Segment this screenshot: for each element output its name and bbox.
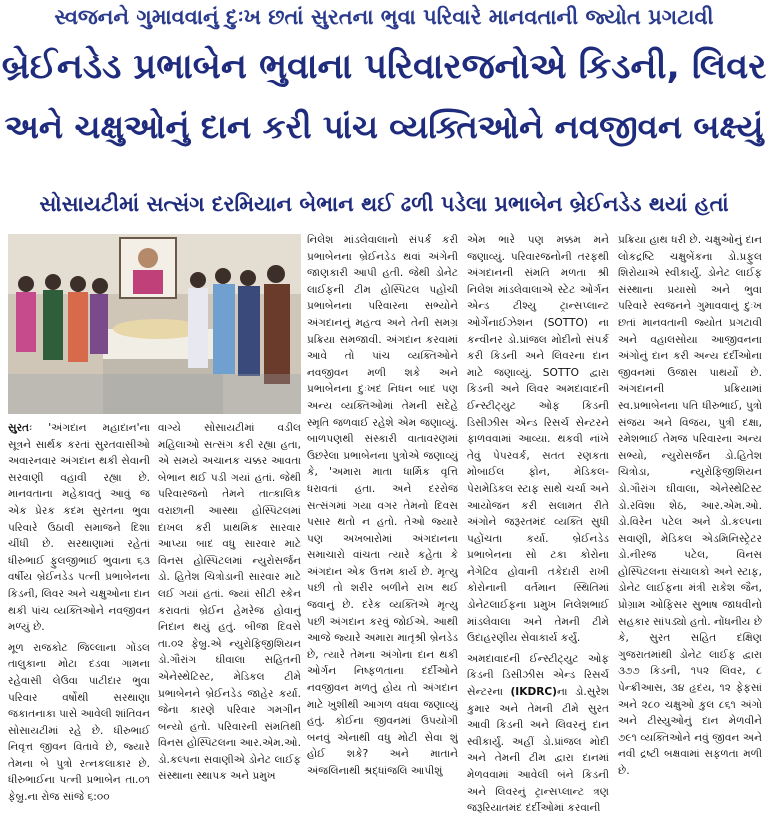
column-3-text: નિલેશ માંડલેવાલાનો સંપર્ક કરી પ્રભાબેનના બ્રેઈનડેડ થવાં અંગેની જાણકારી આપી હતી. જેથી ડોનેટ લાઈફની ટીમ હોસ્પિટલ પહોંચી પ્રભાબેનના પરિવારના સભ્યોને અંગદાનનું મહત્વ અને તેની સમગ્ર પ્રક્રિયા સમજાવી. અંગદાન કરવામાં આવે તો પાંચ વ્યક્તિઓને નવજીવન મળી શકે અને પ્રભાબેનના દુઃખદ નિધન બાદ પણ અન્ય વ્યક્તિઓમાં તેમની સદેહે સ્મૃતિ જળવાઈ રહેશે એમ જણાવ્યું. બાળપણથી સંસ્કારી વાતાવરણમાં ઉછરેલા પ્રભાબેનના પુત્રોએ જણાવ્યું કે, 'અમારા માતા ધાર્મિક વૃત્તિ ધરાવતાં હતા. અને દરરોજ સત્સંગમાં ગયા વગર તેમનો દિવસ પસાર થતો ન હતો. તેઓ જ્યારે પણ અખબારોમાં અંગદાનના સમાચારો વાંચતા ત્યારે કહેતા કે અંગદાન એક ઉત્તમ કાર્ય છે. મૃત્યુ પછી તો શરીર બળીને રાખ થઈ જવાનું છે. દરેક વ્યક્તિએ મૃત્યુ પછી અંગદાન કરવું જોઈએ. આથી આજે જ્યારે અમારા માતૃશ્રી બ્રેનડેડ છે, ત્યારે તેમના અંગોના દાન થકી ઓર્ગન નિષ્ફળતાના દર્દીઓને નવજીવન મળતું હોય તો અંગદાન માટે ખુશીથી આગળ વધવા જણાવ્યું હતું. કોઈના જીવનમાં ઉપયોગી બનવું એનાથી વધુ મોટી સેવા શું હોઈ શકે? અને માતાને અંજલિનાથી શ્રદ્ધાંજલિ આપીશું — [307, 234, 458, 777]
kicker-line: સ્વજનને ગુમાવવાનું દુઃખ છતાં સુરતના ભુવા પરિવારે માનવતાની જ્યોત પ્રગટાવી — [54, 5, 714, 29]
column-1-text-b: મૂળ રાજકોટ જિલ્લાના ગોંડલ તાલુકાના મોટા દડવા ગામના રહેવાસી લેઉવા પાટીદાર ભુવા પરિવાર વર્ષોથી સરથાણા જકાતનાકા પાસે આવેલી શાંતિવન સોસાયટીમાં રહે છે. ધીરુભાઈ નિવૃત્ત જીવન વિતાવે છે, જ્યારે તેમના બે પુત્રો રત્નકલાકાર છે. ધીરુભાઈના પત્ની પ્રભાબેન તા.૦૧ ફેબ્રુ.ના રોજ સાંજે ૬:૦૦ — [8, 641, 150, 804]
column-1-text: 'અંગદાન મહાદાન'ના સૂત્રને સાર્થક કરતાં સુરતવાસીઓ અવારનવાર અંગદાન થકી સેવાની સરવાણી વહાવી રહ્યા છે. માનવતાના મહેકાવતું આવું જ એક પ્રેરક કદમ સુરતના ભુવા પરિવારે ઉઠાવી સમાજને દિશા ચીંધી છે. સરથાણામાં રહેતાં ધીરુભાઈ ફુલજીભાઈ ભુવાના ૬૩ વર્ષીય બ્રેઈનડેડ પત્ની પ્રભાબેનના કિડની, લિવર અને ચક્ષુઓના દાન થકી પાંચ વ્યક્તિઓને નવજીવન મળ્યું છે. — [8, 422, 150, 634]
hospital-photo-illustration — [8, 234, 301, 414]
sub-headline: સોસાયટીમાં સત્સંગ દરમિયાન બેભાન થઈ ઢળી પડેલા પ્રભાબેન બ્રેઈનડેડ થયાં હતાં — [39, 192, 729, 216]
column-4 — [467, 232, 609, 820]
news-photo — [8, 234, 301, 414]
headline-line-1: બ્રેઈનડેડ પ્રભાબેન ભુવાના પરિવારજનોએ કિડની, લિવર — [1, 47, 767, 87]
column-4-text: એમ ભારે પણ મક્કમ મને જણાવ્યું. પરિવારજનોની તરફથી અંગદાનની સંમતિ મળતા શ્રી નિલેશ માંડલેવાલાએ સ્ટેટ ઓર્ગન એન્ડ ટીશ્યુ ટ્રાન્સપ્લાન્ટ ઓર્ગેનાઈઝેશન (SOTTO) ના કન્વીનર ડો.પ્રાંજલ મોદીનો સંપર્ક કરી કિડની અને લિવરના દાન માટે જણાવ્યું. SOTTO દ્વારા કિડની અને લિવર અમદાવાદની ઈન્સ્ટીટ્યુટ ઓફ કિડની ડિસીઝીસ એન્ડ રિસર્ચ સેન્ટરને ફાળવવામાં આવ્યા. થકવી નાંખે તેવું પેપરવર્ક, સતત રણકતા મોબાઈલ ફોન, મેડિકલ-પેરામેડિકલ સ્ટાફ સાથે ચર્ચા અને આયોજન કરી સલામત રીતે અંગોને જરૂરતમંદ વ્યક્તિ સુધી પહોંચતા કર્યા. બ્રેઈનડેડ પ્રભાબેનના સો ટકા કોરોના નેગેટિવ હોવાની તકેદારી રાખી કોરોનાની વર્તમાન સ્થિતિમાં ડોનેટલાઈફના પ્રમુખ નિલેશભાઈ માંડલેવાલા અને તેમની ટીમે ઉદાહરણીય સેવાકાર્ય કર્યું. — [467, 234, 609, 645]
column-4b-start: અમદાવાદની ઈન્સ્ટીટ્યુટ ઓફ કિડની ડિસીઝીસ એન્ડ રિસર્ચ સેન્ટરના — [467, 652, 609, 699]
headline-line-2: અને ચક્ષુઓનું દાન કરી પાંચ વ્યક્તિઓને નવજીવન બક્ષ્યું — [4, 108, 764, 146]
ikdrc-label: (IKDRC) — [510, 686, 558, 699]
column-5-text: પ્રક્રિયા હાથ ધરી છે. ચક્ષુઓનું દાન લોકદ્રષ્ટિ ચક્ષુબેંકના ડો.પ્રફુલ શિરોયાએ સ્વીકાર્યું. ડોનેટ લાઈફ સંસ્થાના પ્રયાસો અને ભુવા પરિવારે સ્વજનને ગુમાવવાનું દુઃખ છતાં માનવતાની જ્યોત પ્રગટાવી અને વહાલસોયા આજીવનના અંગોનું દાન કરી અન્ય દર્દીઓના જીવનમાં ઉજાસ પાથર્યો છે. અંગદાનની પ્રક્રિયામાં સ્વ.પ્રભાબેનના પતિ ધીરુભાઈ, પુત્રો સંજય અને વિજય, પુત્રી દક્ષા, રમેશભાઈ તેમજ પરિવારના અન્ય સભ્યો, ન્યુરોસર્જન ડો.હિતેશ ચિત્રોડા, ન્યુરોફિજીશિયન ડો.ગૌરાંગ ઘીવાલા, એનેસ્થેટિસ્ટ ડો.રવિશા શેઠ, આર.એમ.ઓ. ડો.વિરેન પટેલ અને ડો.કલ્પના સવાણી, મેડિકલ એડમિનિસ્ટ્રેટર ડો.નીરજ પટેલ, વિનસ હોસ્પિટલના સંચાલકો અને સ્ટાફ, ડોનેટ લાઈફના મંત્રી રાકેશ જૈન, પ્રોગ્રામ ઓફિસર સુભાષ જાધવીનો સહકાર સાંપડ્યો હતો. નોંધનીય છે કે, સુરત સહિત દક્ષિણ ગુજરાતમાંથી ડોનેટ લાઈફ દ્વારા ૩૭૭ કિડની, ૧૫૨ લિવર, ૮ પેન્ક્રીઆસ, ૩૪ હૃદય, ૧૨ ફેફસાં અને ૨૮૦ ચક્ષુઓ કુલ ૮૬૧ અંગો અને ટીસ્યુઓનું દાન મેળવીને ૭૯૧ વ્યક્તિઓને નવું જીવન અને નવી દ્રષ્ટી બક્ષવામાં સફળતા મળી છે. — [618, 234, 762, 777]
column-2-text: વાગ્યે સોસાયટીમાં વડીલ મહિલાઓ સત્સંગ કરી રહ્યા હતા, એ સમયે અચાનક ચક્કર આવતા બેભાન થઈ પડી ગયાં હતાં. જેથી પરિવારજનો તેમને તાત્કાલિક વરાછાની આસ્થા હોસ્પિટલમાં દાખલ કરી પ્રાથમિક સારવાર આપ્યા બાદ વધુ સારવાર માટે વિનસ હોસ્પિટલમાં ન્યુરોસર્જન ડો. હિતેશ ચિત્રોડાની સારવાર માટે લઈ ગયાં હતાં. જ્યાં સીટી સ્કેન કરાવતાં બ્રેઈન હેમરેજ હોવાનું નિદાન થયું હતું. બીજા દિવસે તા.૦૨ ફેબ્રુ.એ ન્યુરોફિજીશિયન ડો.ગૌરાંગ ઘીવાલા સહિતની એનેસ્થેટિસ્ટ, મેડિકલ ટીમે પ્રભાબેનને બ્રેઈનડેડ જાહેર કર્યા. જેના કારણે પરિવાર ગમગીન બન્યો હતો. પરિવારની સંમતિથી વિનસ હોસ્પિટલના આર.એમ.ઓ. ડો.કલ્પના સવાણીએ ડોનેટ લાઈફ સંસ્થાના સ્થાપક અને પ્રમુખ — [158, 422, 301, 783]
column-1 — [8, 420, 150, 820]
column-5 — [618, 232, 762, 820]
column-4b-end: ના ડો.સુરેશ કુમાર અને તેમની ટીમે સુરત આવી કિડની અને લિવરનું દાન સ્વીકાર્યું. અહીં ડો.પ્રાંજલ મોદી અને તેમની ટીમ દ્વારા દાનમાં મેળવવામાં આવેલી બંને કિડની અને લિવરનું ટ્રાન્સપ્લાન્ટ ત્રણ જરૂરિયાતમંદ દર્દીઓમાં કરવાની — [467, 686, 609, 815]
column-3 — [307, 232, 458, 820]
column-2 — [158, 420, 301, 820]
dateline: સુરતઃ — [8, 422, 33, 434]
